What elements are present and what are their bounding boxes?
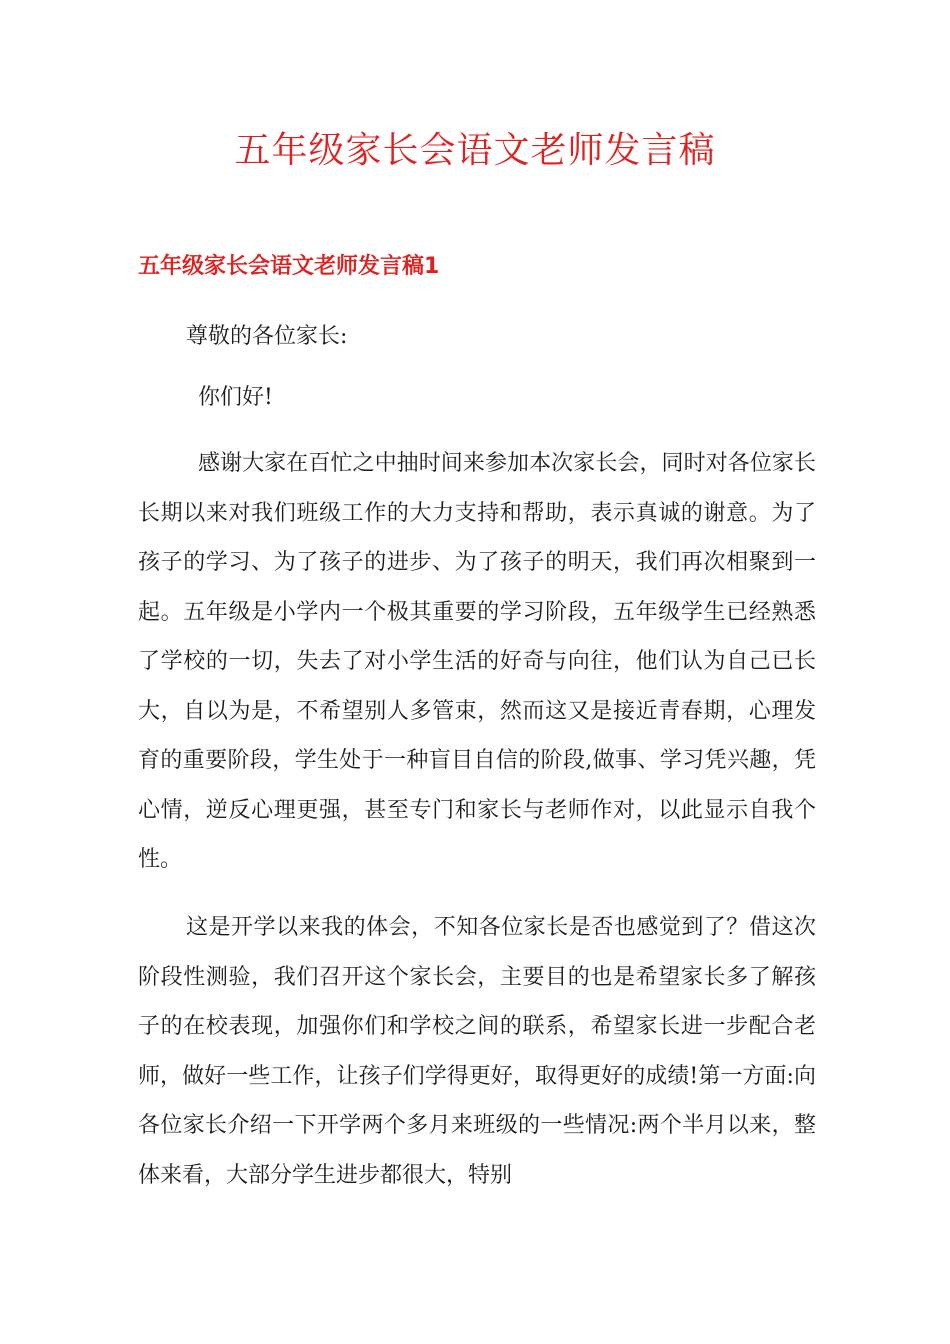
- section-heading: 五年级家长会语文老师发言稿1: [138, 254, 440, 279]
- greeting: 你们好!: [198, 385, 273, 410]
- body-paragraph: 这是开学以来我的体会，不知各位家长是否也感觉到了？借这次阶段性测验，我们召开这个家长会，主要目的也是希望家长多了解孩子的在校表现，加强你们和学校之间的联系，希望家长进一步配合老师，做好一些工作，让孩子们学得更好，取得更好的成绩!第一方面:向各位家长介绍一下开学两个多月来班级的一些情况:两个半月以来，整体来看，大部分学生进步都很大，特别: [138, 915, 816, 1188]
- body-paragraph: 感谢大家在百忙之中抽时间来参加本次家长会，同时对各位家长长期以来对我们班级工作的大力支持和帮助，表示真诚的谢意。为了孩子的学习、为了孩子的进步、为了孩子的明天，我们再次相聚到一起。五年级是小学内一个极其重要的学习阶段，五年级学生已经熟悉了学校的一切，失去了对小学生活的好奇与向往，他们认为自己已长大，自以为是，不希望别人多管束，然而这又是接近青春期，心理发育的重要阶段，学生处于一种盲目自信的阶段,做事、学习凭兴趣，凭心情，逆反心理更强，甚至专门和家长与老师作对，以此显示自我个性。: [138, 451, 816, 872]
- document-title: 五年级家长会语文老师发言稿: [234, 130, 716, 171]
- salutation: 尊敬的各位家长:: [186, 324, 348, 349]
